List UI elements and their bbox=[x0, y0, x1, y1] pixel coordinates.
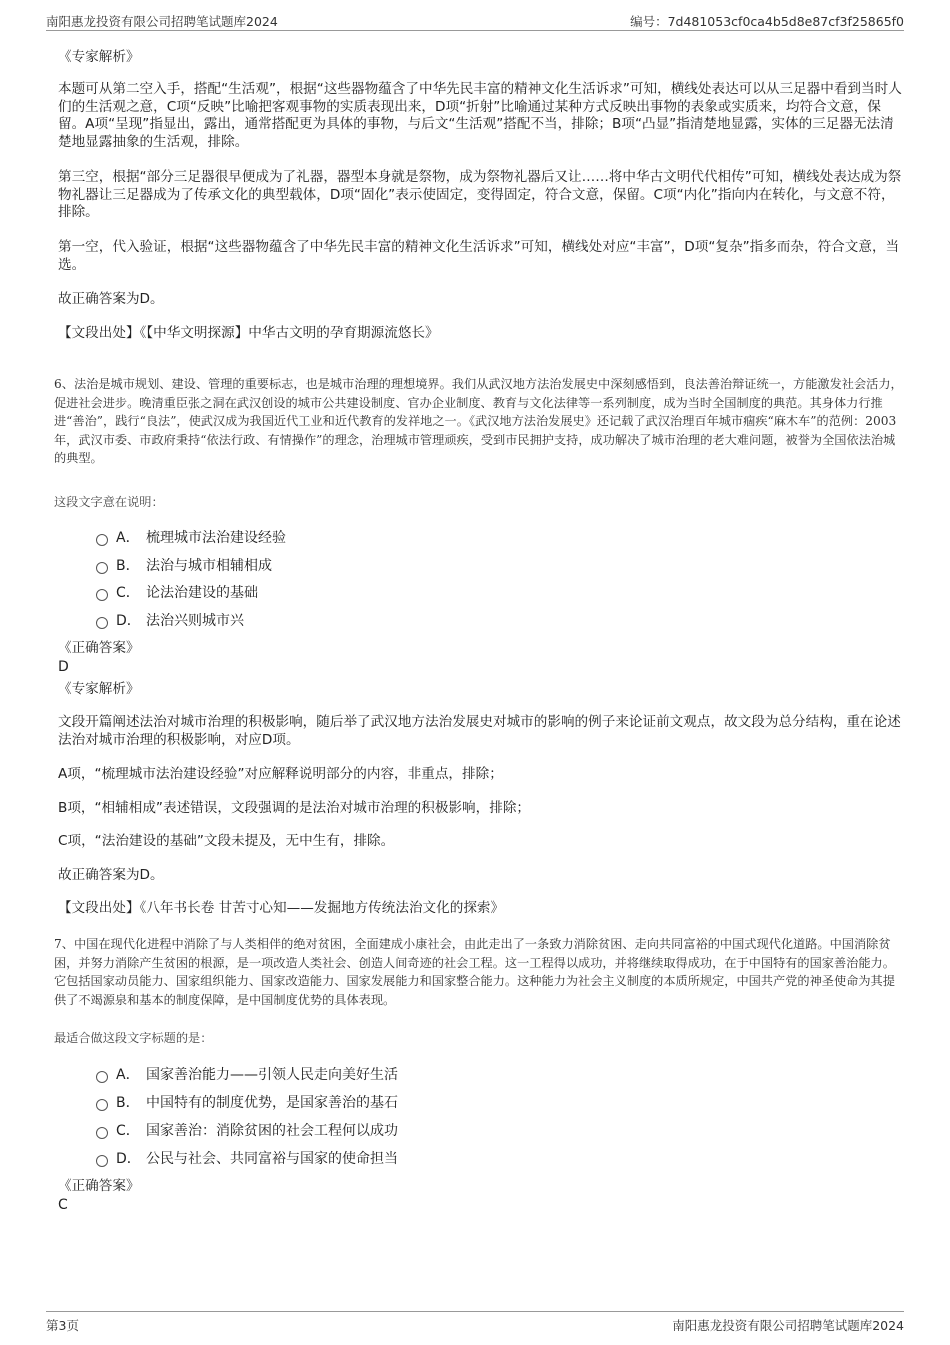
radio-icon[interactable] bbox=[96, 534, 108, 546]
paragraph: 【文段出处】《八年书长卷 甘苦寸心知——发掘地方传统法治文化的探索》 bbox=[58, 900, 505, 916]
q6-analysis-label: 《专家解析》 bbox=[58, 681, 140, 697]
q6-option-c[interactable] bbox=[96, 582, 258, 604]
radio-icon[interactable] bbox=[96, 1155, 108, 1167]
header-title: 南阳惠龙投资有限公司招聘笔试题库2024 bbox=[46, 14, 278, 29]
option-key: D． bbox=[116, 613, 141, 629]
option-text: 法治兴则城市兴 bbox=[146, 613, 244, 629]
q5-analysis-para-1 bbox=[58, 81, 904, 151]
q6-analysis-para-2 bbox=[58, 766, 904, 784]
radio-icon[interactable] bbox=[96, 617, 108, 629]
q6-option-a[interactable] bbox=[96, 527, 286, 549]
question-text: 7、中国在现代化进程中消除了与人类相伴的绝对贫困，全面建成小康社会，由此走出了一条致力消除贫困、走向共同富裕的中国式现代化道路。中国消除贫困，并努力消除产生贫困的根源，是一项改造人类社会、创造人间奇迹的社会工程。这一工程得以成功，并将继续取得成功，在于中国特有的国家善治能力。它包括国家动员能力、国家组织能力、国家改造能力、国家发展能力和国家整合能力。这种能力为社会主义制度的本质所规定，中国共产党的神圣使命为其提供了不竭源泉和基本的制度保障，是中国制度优势的具体表现。 bbox=[54, 937, 895, 1007]
paragraph: C项，“法治建设的基础”文段未提及，无中生有，排除。 bbox=[58, 833, 395, 849]
q7-stem: 最适合做这段文字标题的是： bbox=[54, 1031, 213, 1045]
radio-icon[interactable] bbox=[96, 1071, 108, 1083]
option-text: 梳理城市法治建设经验 bbox=[146, 530, 286, 546]
page-number: 第3页 bbox=[46, 1318, 79, 1333]
radio-icon[interactable] bbox=[96, 589, 108, 601]
option-key: C． bbox=[116, 585, 140, 601]
q6-source bbox=[58, 900, 904, 918]
q5-source bbox=[58, 325, 904, 343]
paragraph: 第三空，根据“部分三足器很早便成为了礼器，器型本身就是祭物，成为祭物礼器后又让……将中华古文明代代相传”可知，横线处表达成为祭物礼器让三足器成为了传承文化的典型载体，D项“固化”表示使固定，变得固定，符合文意，保留。C项“内化”指向内在转化，与文意不符，排除。 bbox=[58, 169, 902, 221]
page-footer bbox=[46, 1311, 904, 1338]
q5-analysis-para-2 bbox=[58, 169, 904, 222]
q5-analysis-para-3 bbox=[58, 239, 904, 274]
option-key: C． bbox=[116, 1123, 140, 1139]
question-text: 6、法治是城市规划、建设、管理的重要标志，也是城市治理的理想境界。我们从武汉地方法治发展史中深刻感悟到，良法善治辩证统一，方能激发社会活力，促进社会进步。晚清重臣张之洞在武汉创设的城市公共建设制度、官办企业制度、教育与文化法律等一系列制度，成为当时全国制度的典范。其身体力行推进“善治”，践行“良法”，使武汉成为我国近代工业和近代教育的发祥地之一。《武汉地方法治发展史》还记载了武汉治理百年城市痼疾“麻木车”的范例：2003年，武汉市委、市政府秉持“依法行政、有情操作”的理念，治理城市管理顽疾，受到市民拥护支持，成功解决了城市治理的老大难问题，被誉为全国依法治城的典型。 bbox=[54, 377, 903, 466]
q6-stem: 这段文字意在说明： bbox=[54, 495, 164, 509]
option-key: A． bbox=[116, 1067, 140, 1083]
q6-option-b[interactable] bbox=[96, 555, 272, 577]
header-doc-id: 编号：7d481053cf0ca4b5d8e87cf3f25865f0 bbox=[630, 14, 904, 29]
option-text: 国家善治：消除贫困的社会工程何以成功 bbox=[146, 1123, 398, 1139]
paragraph: 文段开篇阐述法治对城市治理的积极影响，随后举了武汉地方法治发展史对城市的影响的例子来论证前文观点，故文段为总分结构，重在论述法治对城市治理的积极影响，对应D项。 bbox=[58, 714, 901, 748]
q6-conclusion bbox=[58, 867, 904, 885]
q6-analysis-para-3 bbox=[58, 800, 904, 818]
q7-answer: C bbox=[58, 1197, 68, 1213]
footer-title: 南阳惠龙投资有限公司招聘笔试题库2024 bbox=[672, 1318, 904, 1333]
option-key: B． bbox=[116, 1095, 140, 1111]
q6-answer: D bbox=[58, 659, 69, 675]
radio-icon[interactable] bbox=[96, 1099, 108, 1111]
radio-icon[interactable] bbox=[96, 1127, 108, 1139]
q6-analysis-para-1 bbox=[58, 714, 904, 749]
paragraph: 本题可从第二空入手，搭配“生活观”，根据“这些器物蕴含了中华先民丰富的精神文化生活诉求”可知，横线处表达可以从三足器中看到当时人们的生活观之意，C项“反映”比喻把客观事物的实质表现出来，D项“折射”比喻通过某种方式反映出事物的表象或实质来，均符合文意，保留。A项“呈现”指显出，露出，通常搭配更为具体的事物，与后文“生活观”搭配不当，排除；B项“凸显”指清楚地显露，实体的三足器无法清楚地显露抽象的生活观，排除。 bbox=[58, 81, 902, 150]
paragraph: B项，“相辅相成”表述错误，文段强调的是法治对城市治理的积极影响，排除； bbox=[58, 800, 531, 816]
q6-option-d[interactable] bbox=[96, 610, 244, 632]
option-key: B． bbox=[116, 558, 140, 574]
q7-answer-label: 《正确答案》 bbox=[58, 1178, 140, 1194]
q5-conclusion bbox=[58, 291, 904, 309]
paragraph: A项，“梳理城市法治建设经验”对应解释说明部分的内容，非重点，排除； bbox=[58, 766, 503, 782]
paragraph: 第一空，代入验证，根据“这些器物蕴含了中华先民丰富的精神文化生活诉求”可知，横线处对应“丰富”，D项“复杂”指多而杂，符合文意，当选。 bbox=[58, 239, 900, 273]
page-header bbox=[46, 8, 904, 31]
option-text: 公民与社会、共同富裕与国家的使命担当 bbox=[146, 1151, 398, 1167]
option-key: A． bbox=[116, 530, 140, 546]
q7-option-d[interactable] bbox=[96, 1148, 398, 1170]
q7-question bbox=[54, 935, 904, 1009]
option-text: 中国特有的制度优势，是国家善治的基石 bbox=[146, 1095, 398, 1111]
q6-answer-label: 《正确答案》 bbox=[58, 640, 140, 656]
paragraph: 【文段出处】《【中华文明探源】中华古文明的孕育期源流悠长》 bbox=[58, 325, 439, 341]
q5-analysis-label: 《专家解析》 bbox=[58, 49, 140, 65]
option-text: 论法治建设的基础 bbox=[146, 585, 258, 601]
paragraph: 故正确答案为D。 bbox=[58, 291, 164, 307]
option-key: D． bbox=[116, 1151, 141, 1167]
q6-question bbox=[54, 375, 904, 468]
q7-option-a[interactable] bbox=[96, 1064, 398, 1086]
radio-icon[interactable] bbox=[96, 562, 108, 574]
q7-option-c[interactable] bbox=[96, 1120, 398, 1142]
q7-option-b[interactable] bbox=[96, 1092, 398, 1114]
option-text: 国家善治能力——引领人民走向美好生活 bbox=[146, 1067, 398, 1083]
paragraph: 故正确答案为D。 bbox=[58, 867, 164, 883]
q6-analysis-para-4 bbox=[58, 833, 904, 851]
option-text: 法治与城市相辅相成 bbox=[146, 558, 272, 574]
